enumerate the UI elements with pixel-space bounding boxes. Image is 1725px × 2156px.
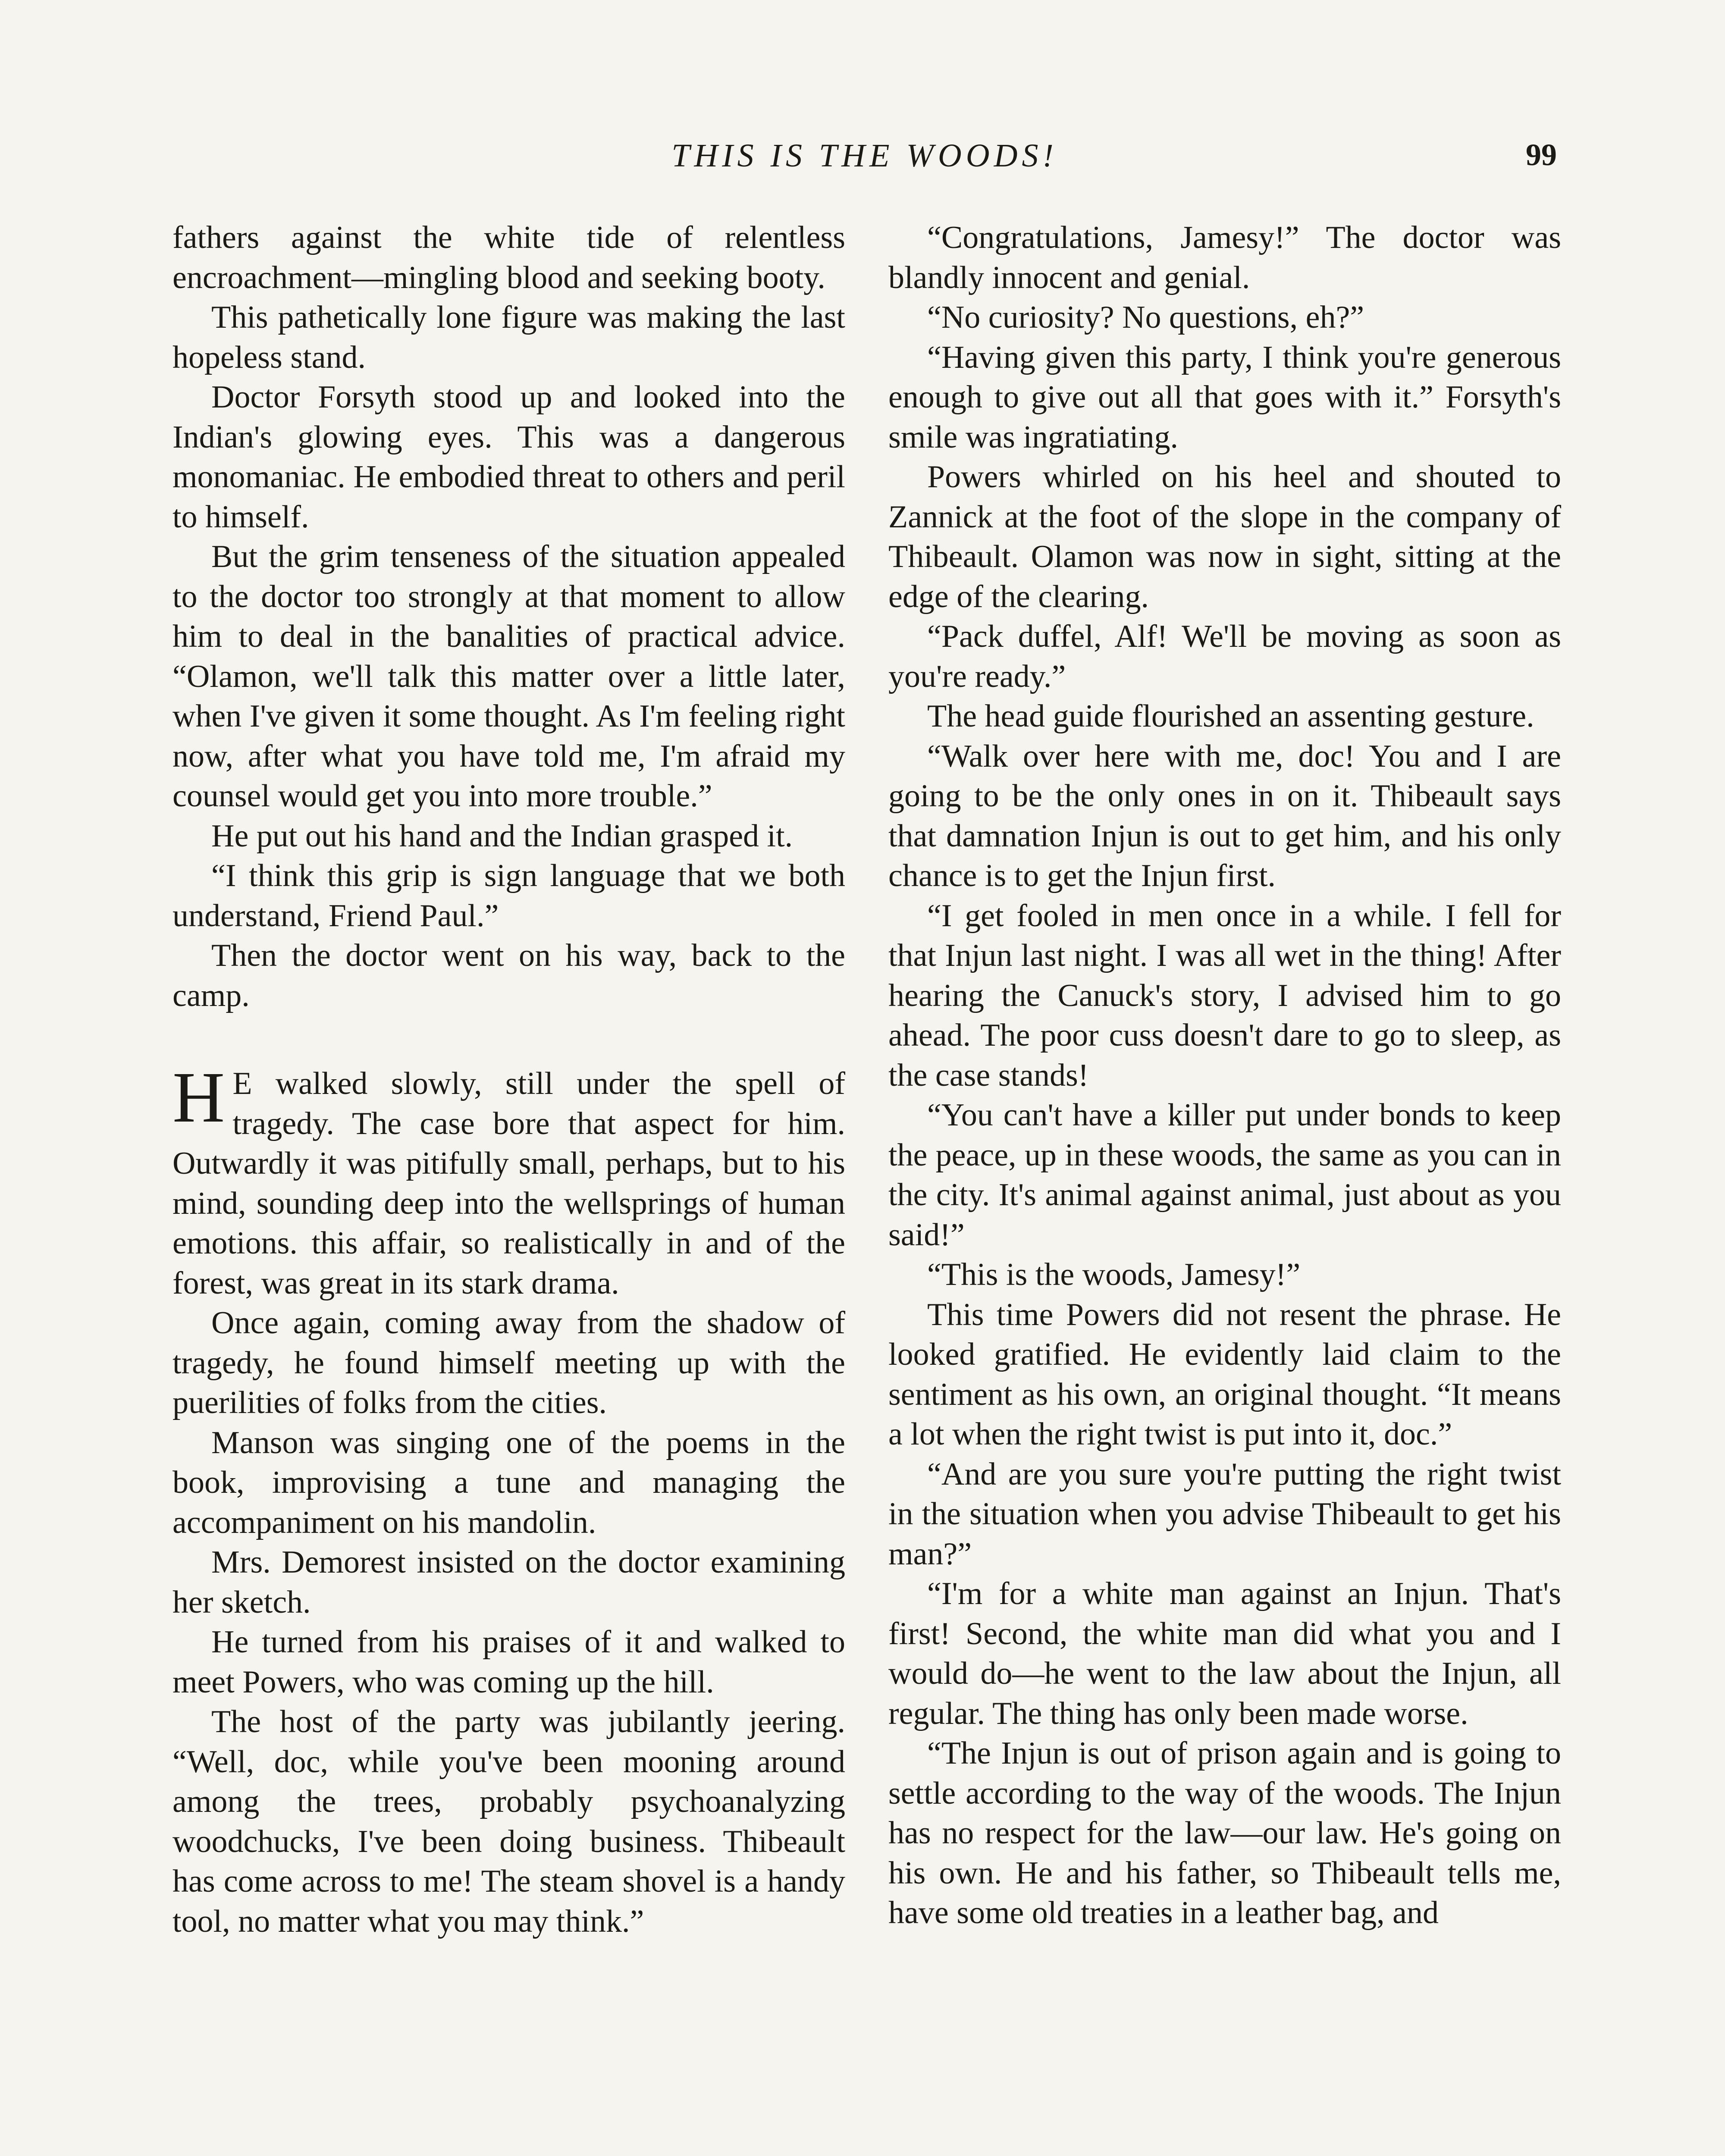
paragraph: “Walk over here with me, doc! You and I are going to be the only ones in on it. Thibeault says that damnation Injun is out to get him, and his only chance is to get the Injun first. [888,738,1561,893]
paragraph: He put out his hand and the Indian grasped it. [211,818,793,854]
paragraph: Once again, coming away from the shadow of tragedy, he found himself meeting up with the puerilities of folks from the cities. [172,1305,845,1420]
paragraph: “No curiosity? No questions, eh?” [927,300,1364,335]
paragraph: Mrs. Demorest insisted on the doctor examining her sketch. [172,1545,845,1620]
paragraph: The host of the party was jubilantly jeering. “Well, doc, while you've been mooning around among the trees, probably psychoanalyzing woodchucks, I've been doing business. Thibeault has come across to me! The steam shovel is a handy tool, no matter what you may think.” [172,1704,845,1939]
right-column [888,218,1561,1933]
paragraph: Doctor Forsyth stood up and looked into the Indian's glowing eyes. This was a dangerous monomaniac. He embodied threat to others and peril to himself. [172,379,845,535]
running-title: THIS IS THE WOODS! [671,138,1058,174]
paragraph: “You can't have a killer put under bonds to keep the peace, up in these woods, the same as you can in the city. It's animal against animal, just about as you said!” [888,1097,1561,1253]
left-column [172,218,845,1941]
paragraph: The head guide flourished an assenting gesture. [927,699,1534,734]
paragraph: “I get fooled in men once in a while. I fell for that Injun last night. I was all wet in the thing! After hearing the Canuck's story, I advised him to go ahead. The poor cuss doesn't dare to go to sleep, as the case stands! [888,898,1561,1093]
drop-cap: H [172,1057,225,1138]
paragraph: “I'm for a white man against an Injun. That's first! Second, the white man did what you and I would do—he went to the law about the Injun, all regular. The thing has only been made worse. [888,1576,1561,1731]
paragraph: “Having given this party, I think you're generous enough to give out all that goes with it.” Forsyth's smile was ingratiating. [888,339,1561,455]
paragraph: “I think this grip is sign language that we both understand, Friend Paul.” [172,858,845,934]
paragraph: “Congratulations, Jamesy!” The doctor was blandly innocent and genial. [888,220,1561,295]
paragraph: Powers whirled on his heel and shouted to Zannick at the foot of the slope in the company of Thibeault. Olamon was now in sight, sitting at the edge of the clearing. [888,459,1561,614]
page-number: 99 [1526,138,1557,172]
paragraph: But the grim tenseness of the situation appealed to the doctor too strongly at that moment to allow him to deal in the banalities of practical advice. “Olamon, we'll talk this matter over a little later, when I've given it some thought. As I'm feeling right now, after what you have told me, I'm afraid my counsel would get you into more trouble.” [172,539,845,814]
paragraph: This time Powers did not resent the phrase. He looked gratified. He evidently laid claim to the sentiment as his own, an original thought. “It means a lot when the right twist is put into it, doc.” [888,1297,1561,1452]
paragraph-text: E walked slowly, still under the spell of tragedy. The case bore that aspect for him. Outwardly it was pitifully small, perhaps, but to his mind, sounding deep into the wellsprings of human emotions. this affair, so realistically in and of the forest, was great in its stark drama. [172,1066,845,1301]
paragraph: “And are you sure you're putting the right twist in the situation when you advise Thibeault to get his man?” [888,1456,1561,1572]
paragraph: “Pack duffel, Alf! We'll be moving as soon as you're ready.” [888,619,1561,694]
page-header [172,137,1557,185]
paragraph: Manson was singing one of the poems in the book, improvising a tune and managing the accompaniment on his mandolin. [172,1425,845,1540]
paragraph: This pathetically lone figure was making the last hopeless stand. [172,300,845,375]
section-opening-paragraph [172,1057,845,1303]
paragraph: He turned from his praises of it and walked to meet Powers, who was coming up the hill. [172,1624,845,1700]
paragraph: “This is the woods, Jamesy!” [927,1257,1301,1292]
paragraph: “The Injun is out of prison again and is going to settle according to the way of the woods. The Injun has no respect for the law—our law. He's going on his own. He and his father, so Thibeault tells me, have some old treaties in a leather bag, and [888,1736,1561,1930]
paragraph: fathers against the white tide of relentless encroachment—mingling blood and seeking booty. [172,220,845,295]
paragraph: Then the doctor went on his way, back to the camp. [172,938,845,1013]
